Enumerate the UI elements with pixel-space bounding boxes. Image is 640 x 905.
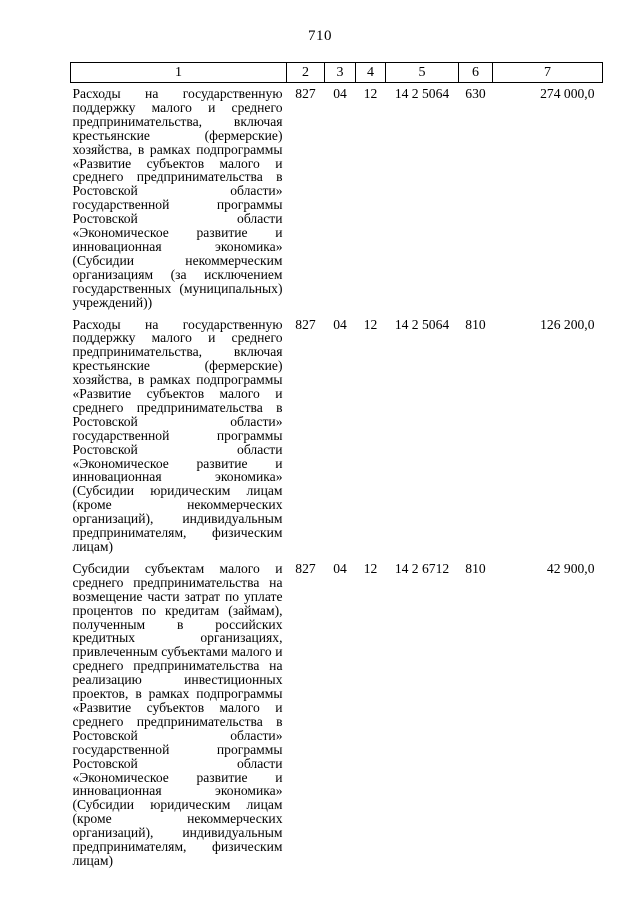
amount: 126 200,0 (540, 316, 595, 332)
table-header (71, 63, 603, 83)
section-code: 04 (333, 316, 347, 332)
table-row (71, 318, 603, 562)
expense-type-code: 810 (465, 560, 486, 576)
column-header-4: 4 (356, 63, 386, 83)
column-header-6: 6 (459, 63, 493, 83)
ministry-code: 827 (295, 316, 316, 332)
expense-type-code: 810 (465, 316, 486, 332)
section-code: 04 (333, 560, 347, 576)
section-code: 04 (333, 86, 347, 101)
column-header-3: 3 (325, 63, 356, 83)
target-article-code: 14 2 6712 (394, 560, 450, 576)
column-header-7: 7 (493, 63, 603, 83)
amount: 274 000,0 (540, 86, 595, 101)
column-header-5: 5 (386, 63, 459, 83)
table-row (71, 562, 603, 876)
header-row (71, 63, 603, 83)
table-body (71, 83, 603, 876)
expense-description: Расходы на государственную поддержку малого и среднего предпринимательства, включая крестьянские (фермерские) хозяйства, в рамках подпрограммы «Развитие субъектов малого и среднего предпринимательства в Ростовской области» государственной программы Ростовской области «Экономическое развитие и инновационная экономика» (Субсидии некоммерческим организациям (за исключением государственных (муниципальных) учреждений)) (72, 86, 283, 310)
page-number: 710 (308, 28, 332, 44)
ministry-code: 827 (295, 86, 316, 101)
subsection-code: 12 (363, 560, 378, 576)
amount: 42 900,0 (546, 560, 595, 576)
ministry-code: 827 (295, 560, 316, 576)
expense-type-code: 630 (465, 86, 486, 101)
budget-table (70, 62, 603, 876)
expense-description: Субсидии субъектам малого и среднего предпринимательства на возмещение части затрат по уплате процентов по кредитам (займам), полученным в российских кредитных организациях, привлеченным субъектами малого и среднего предпринимательства на реализацию инвестиционных проектов, в рамках подпрограммы «Развитие субъектов малого и среднего предпринимательства в Ростовской области» государственной программы Ростовской области «Экономическое развитие и инновационная экономика» (Субсидии юридическим лицам (кроме некоммерческих организаций), индивидуальным предпринимателям, физическим лицам) (72, 560, 283, 868)
column-header-1: 1 (71, 63, 287, 83)
target-article-code: 14 2 5064 (394, 86, 450, 101)
target-article-code: 14 2 5064 (394, 316, 450, 332)
subsection-code: 12 (363, 316, 378, 332)
expense-description: Расходы на государственную поддержку малого и среднего предпринимательства, включая крестьянские (фермерские) хозяйства, в рамках подпрограммы «Развитие субъектов малого и среднего предпринимательства в Ростовской области» государственной программы Ростовской области «Экономическое развитие и инновационная экономика» (Субсидии юридическим лицам (кроме некоммерческих организаций), индивидуальным предпринимателям, физическим лицам) (72, 316, 283, 554)
table-row (71, 87, 603, 318)
column-header-2: 2 (287, 63, 325, 83)
subsection-code: 12 (363, 86, 378, 101)
